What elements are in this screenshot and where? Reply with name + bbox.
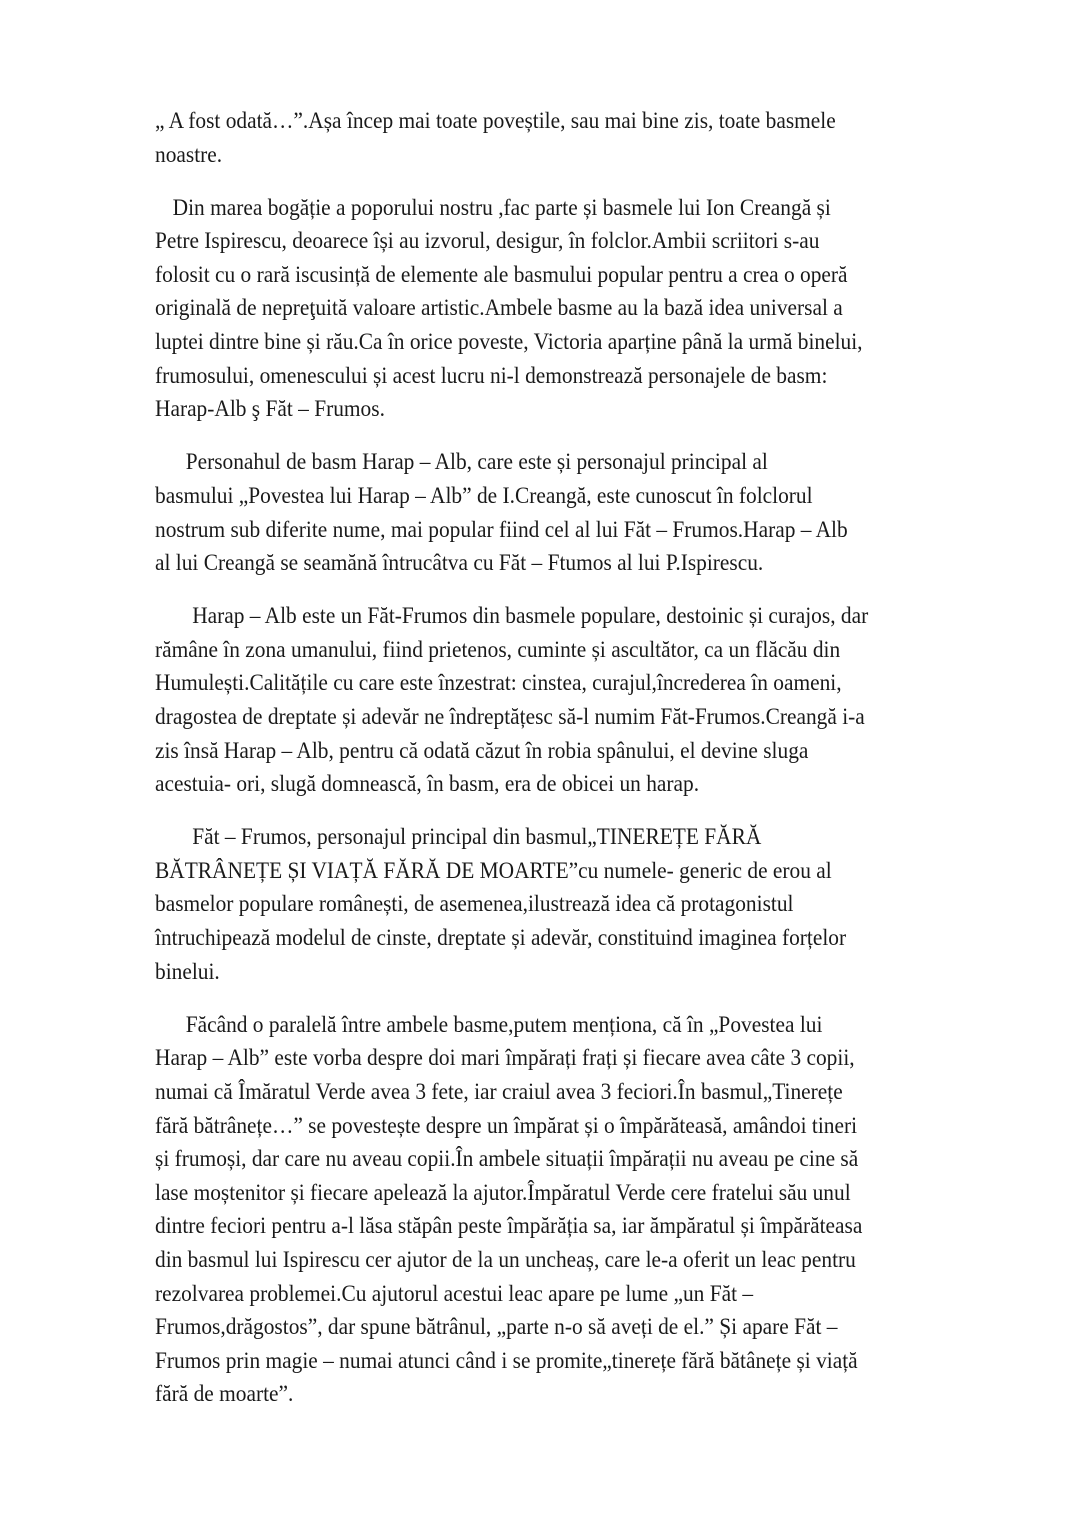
text-line: noastre. xyxy=(155,141,223,167)
text-line: fără bătrânețe…” se povestește despre un împărat și o împărăteasă, amândoi tineri xyxy=(155,1112,858,1138)
text-line: Frumos prin magie – numai atunci când i se promite„tinerețe fără bătânețe și viață xyxy=(155,1347,858,1373)
text-line: rămâne în zona umanului, fiind prietenos, cuminte și ascultător, ca un flăcău din xyxy=(155,636,841,662)
text-line: lase moștenitor și fiecare apelează la ajutor.Împăratul Verde cere fratelui său unul xyxy=(155,1179,851,1205)
paragraph xyxy=(155,191,1035,426)
text-line: basmului „Povestea lui Harap – Alb” de I.Creangă, este cunoscut în folclorul xyxy=(155,482,813,508)
text-line: frumosului, omenescului și acest lucru ni-l demonstrează personajele de basm: xyxy=(155,362,828,388)
text-line: Făt – Frumos, personajul principal din basmul„TINEREȚE FĂRĂ xyxy=(192,824,762,850)
text-line: BĂTRÂNEȚE ȘI VIAȚĂ FĂRĂ DE MOARTE”cu numele- generic de erou al xyxy=(155,857,832,883)
text-line: rezolvarea problemei.Cu ajutorul acestui leac apare pe lume „un Făt – xyxy=(155,1280,754,1306)
text-line: Humulești.Calitățile cu care este înzestrat: cinstea, curajul,încrederea în oameni, xyxy=(155,670,842,696)
text-line: „ A fost odată…”.Așa încep mai toate poveștile, sau mai bine zis, toate basmele xyxy=(155,108,836,133)
text-line: întruchipează modelul de cinste, dreptate și adevăr, constituind imaginea forțelor xyxy=(155,925,847,951)
text-line: Din marea bogăție a poporului nostru ,fac parte și basmele lui Ion Creangă și xyxy=(172,194,831,220)
text-line: și frumoși, dar care nu aveau copii.În ambele situații împărații nu aveau pe cine să xyxy=(155,1146,859,1172)
text-line: Petre Ispirescu, deoarece își au izvorul, desigur, în folclor.Ambii scriitori s-au xyxy=(155,228,820,254)
text-line: numai că Îmăratul Verde avea 3 fete, iar craiul avea 3 feciori.În basmul„Tinerețe xyxy=(155,1078,843,1104)
text-line: Personahul de basm Harap – Alb, care este și personajul principal al xyxy=(185,449,768,475)
document-page xyxy=(155,104,1035,1430)
text-line: fără de moarte”. xyxy=(155,1381,294,1407)
paragraph xyxy=(155,1008,1035,1411)
text-line: Frumos,drăgostos”, dar spune bătrânul, „parte n-o să aveți de el.” Și apare Făt – xyxy=(155,1314,838,1340)
paragraph xyxy=(155,104,1035,171)
text-line: din basmul lui Ispirescu cer ajutor de la un uncheaș, care le-a oferit un leac pentru xyxy=(155,1246,856,1272)
text-line: dragostea de dreptate și adevăr ne îndreptățesc să-l numim Făt-Frumos.Creangă i-a xyxy=(155,704,865,729)
text-line: basmelor populare românești, de asemenea,ilustrează idea că protagonistul xyxy=(155,891,794,917)
text-line: Harap – Alb” este vorba despre doi mari împărați frați și fiecare avea câte 3 copii, xyxy=(155,1045,855,1071)
text-line: folosit cu o rară iscusință de elemente ale basmului popular pentru a crea o operă xyxy=(155,261,848,287)
paragraph xyxy=(155,445,1035,579)
text-line: acestuia- ori, slugă domnească, în basm, era de obicei un harap. xyxy=(155,771,700,797)
text-line: luptei dintre bine și rău.Ca în orice poveste, Victoria aparține până la urmă binelui, xyxy=(155,329,863,355)
text-line: Făcând o paralelă între ambele basme,putem menționa, că în „Povestea lui xyxy=(185,1011,823,1037)
paragraph xyxy=(155,820,1035,988)
text-line: zis însă Harap – Alb, pentru că odată căzut în robia spânului, el devine sluga xyxy=(155,737,809,763)
text-line: al lui Creangă se seamănă întrucâtva cu Făt – Ftumos al lui P.Ispirescu. xyxy=(155,550,764,576)
text-line: originală de nepreţuită valoare artistic.Ambele basme au la bază idea universal a xyxy=(155,295,843,321)
text-line: dintre feciori pentru a-l lăsa stăpân peste împărăția sa, iar ămpăratul și împărăteasa xyxy=(155,1213,863,1239)
text-line: nostrum sub diferite nume, mai popular fiind cel al lui Făt – Frumos.Harap – Alb xyxy=(155,516,848,542)
text-line: Harap-Alb ş Făt – Frumos. xyxy=(155,396,385,422)
paragraph xyxy=(155,599,1035,801)
text-line: binelui. xyxy=(155,958,220,984)
text-line: Harap – Alb este un Făt-Frumos din basmele populare, destoinic și curajos, dar xyxy=(192,603,869,629)
